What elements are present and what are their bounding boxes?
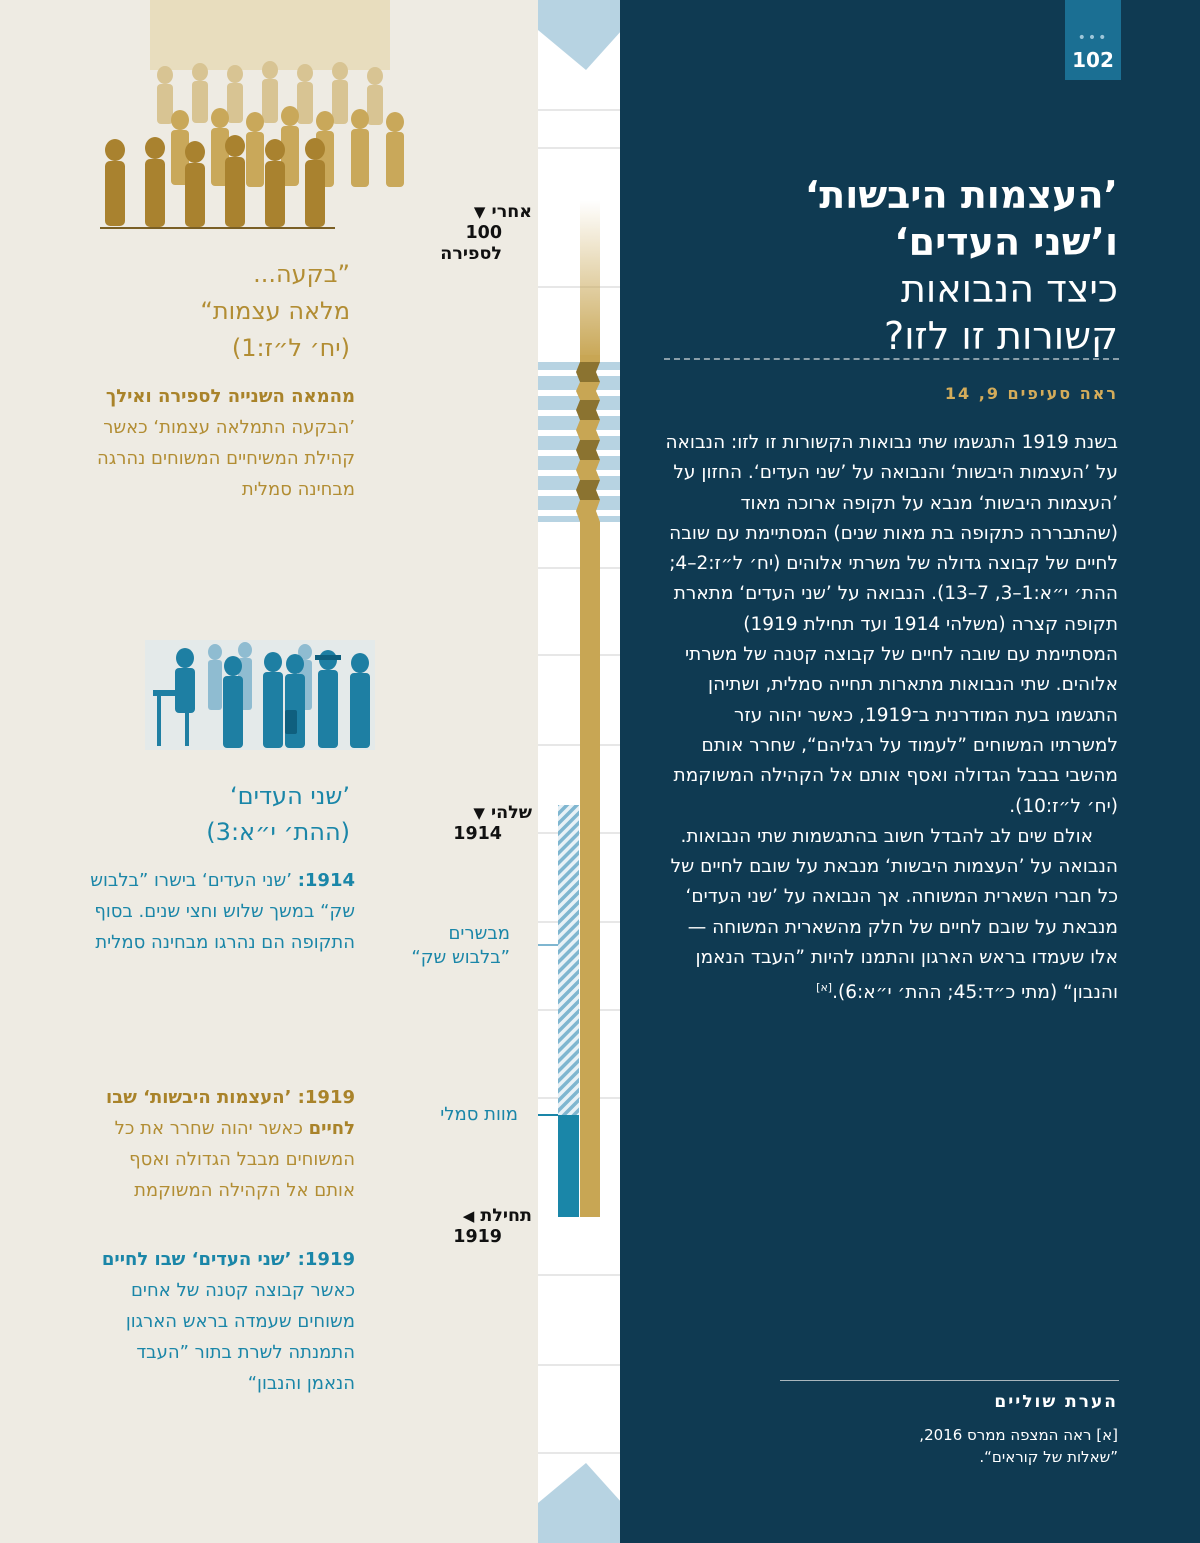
left-arrow-icon: ◀ bbox=[462, 1207, 475, 1225]
witnesses-bold: 1914: bbox=[297, 870, 355, 891]
dry-bones-quote-line1: ”בקעה... bbox=[253, 260, 350, 288]
sackcloth-period-bar bbox=[558, 805, 579, 1115]
marker-after-100 bbox=[410, 202, 532, 265]
subtitle-line1: כיצד הנבואות bbox=[900, 267, 1118, 311]
page-number: 102 bbox=[1072, 48, 1114, 72]
title-divider bbox=[664, 358, 1119, 360]
marker-1919-line1: תחילת bbox=[480, 1206, 532, 1226]
dry-bones-quote bbox=[200, 256, 350, 367]
dry-bones-bold: מהמאה השנייה לספירה ואילך bbox=[105, 386, 355, 407]
page-number-tab bbox=[1065, 0, 1121, 80]
dry-bones-description bbox=[90, 381, 355, 505]
marker-after100-line2: 100 bbox=[465, 223, 502, 243]
witnesses-1919-description bbox=[90, 1244, 355, 1399]
page-dots: ••• bbox=[1077, 30, 1109, 46]
crowd-illustration-gold bbox=[95, 0, 415, 235]
marker-after100-line3: לספירה bbox=[440, 244, 502, 264]
down-arrow-icon: ▼ bbox=[473, 203, 486, 221]
witnesses-illustration-blue bbox=[145, 630, 375, 755]
dry-bones-quote-line2: מלאה עצמות“ bbox=[200, 297, 350, 325]
bottom-chevron bbox=[538, 1463, 622, 1543]
witnesses-description bbox=[90, 865, 355, 958]
witnesses-1919-bold: 1919: ’שני העדים‘ שבו לחיים bbox=[101, 1249, 355, 1270]
witnesses-quote bbox=[206, 778, 350, 850]
body-paragraph-2 bbox=[663, 822, 1118, 1009]
dry-bones-bar-fade bbox=[580, 200, 600, 360]
footnote-line2: ”שאלות של קוראים“. bbox=[979, 1448, 1118, 1466]
marker-1914 bbox=[410, 803, 532, 845]
marker-1914-line1: שלהי bbox=[490, 803, 532, 823]
subtitle-line2: קשורות זו לזו? bbox=[884, 314, 1118, 358]
article-body bbox=[663, 428, 1118, 1009]
zigzag-band bbox=[538, 362, 622, 522]
marker-after100-line1: אחרי bbox=[491, 202, 532, 222]
dry-bones-quote-line3: (יח׳ ל״ז:1) bbox=[231, 334, 350, 362]
bones-1919-text: כאשר יהוה שחרר את כל המשוחים מבבל הגדולה ואסף אותם אל הקהילה המשוקמת bbox=[114, 1118, 355, 1201]
footnote-ref[interactable]: [א] bbox=[816, 981, 833, 995]
witnesses-quote-line1: ’שני העדים‘ bbox=[230, 782, 350, 810]
label-sackcloth bbox=[370, 922, 510, 970]
footnote-line1: [א] ראה המצפה ממרס 2016, bbox=[919, 1426, 1118, 1444]
footnote-text bbox=[798, 1424, 1118, 1468]
title-line1: ’העצמות היבשות‘ bbox=[804, 173, 1118, 217]
witnesses-1919-text: כאשר קבוצה קטנה של אחים משוחים שעמדה בראש הארגון התמנתה לשרת בתור ”העבד הנאמן והנבון“ bbox=[125, 1280, 355, 1394]
down-arrow-icon: ▼ bbox=[473, 804, 485, 822]
dry-bones-text: ’הבקעה התמלאה עצמות‘ כאשר קהילת המשיחיים המשוחים נהרגה מבחינה סמלית bbox=[97, 417, 355, 500]
title-line2: ו’שני העדים‘ bbox=[894, 220, 1118, 264]
label-sackcloth-line1: מבשרים bbox=[448, 923, 510, 944]
top-chevron bbox=[538, 0, 622, 70]
footnote-title: הערת שוליים bbox=[994, 1392, 1118, 1412]
marker-1919-line2: 1919 bbox=[453, 1227, 502, 1247]
see-paragraphs: ראה סעיפים 9, 14 bbox=[944, 384, 1118, 403]
body-paragraph-2-text: אולם שים לב להבדל חשוב בהתגשמות שתי הנבואות. הנבואה על ’העצמות היבשות‘ מנבאת על שובם לחיים של כל חברי השארית המשוחה. אך הנבואה על ’שני העדים‘ מנבאת על שובם לחיים של חלק מהשארית המשוחה — אלו שעמדו בראש הארגון והתמנו להיות ”העבד הנאמן והנבון“ (מתי כ״ד:45; ההת׳ י״א:6). bbox=[670, 825, 1118, 1004]
label-symbolic-death: מוות סמלי bbox=[440, 1104, 518, 1125]
marker-1919 bbox=[410, 1206, 532, 1248]
footnote-divider bbox=[780, 1380, 1119, 1381]
bones-1919-bold: 1919: ’העצמות היבשות‘ שבו לחיים bbox=[106, 1087, 355, 1139]
article-title bbox=[648, 172, 1118, 360]
witnesses-text: ’שני העדים‘ בישרו ”בלבוש שק“ במשך שלוש וחצי שנים. בסוף התקופה הם נהרגו מבחינה סמלית bbox=[90, 870, 355, 953]
marker-1914-line2: 1914 bbox=[453, 824, 502, 844]
label-sackcloth-line2: ”בלבוש שק“ bbox=[411, 947, 510, 968]
body-paragraph-1: בשנת 1919 התגשמו שתי נבואות הקשורות זו לזו: הנבואה על ’העצמות היבשות‘ והנבואה על ’שני העדים‘. החזון על ’העצמות היבשות‘ מנבא על תקופה ארוכה מאוד (שהתבררה כתקופה בת מאות שנים) המסתיימת עם שובה לחיים של קבוצה גדולה של משרתי אלוהים (יח׳ ל״ז:2–4; ההת׳ י״א:1–3, 7–13). הנבואה על ’שני העדים‘ מתארת תקופה קצרה (משלהי 1914 ועד תחילת 1919) המסתיימת עם שובה לחיים של קבוצה קטנה של משרתי אלוהים. שתי הנבואות מתארות תחייה סמלית, ושתיהן התגשמו בעת המודרנית ב־1919, כאשר יהוה עזר למשרתיו המשוחים ”לעמוד על רגליהם“, שחרר אותם מהשבי בבבל הגדולה ואסף אותם אל הקהילה המשוקמת (יח׳ ל״ז:10). bbox=[665, 432, 1118, 817]
symbolic-death-bar bbox=[558, 1115, 579, 1217]
witnesses-quote-line2: (ההת׳ י״א:3) bbox=[206, 818, 350, 846]
timeline-graphic bbox=[538, 0, 622, 1543]
bones-1919-description bbox=[90, 1082, 355, 1206]
